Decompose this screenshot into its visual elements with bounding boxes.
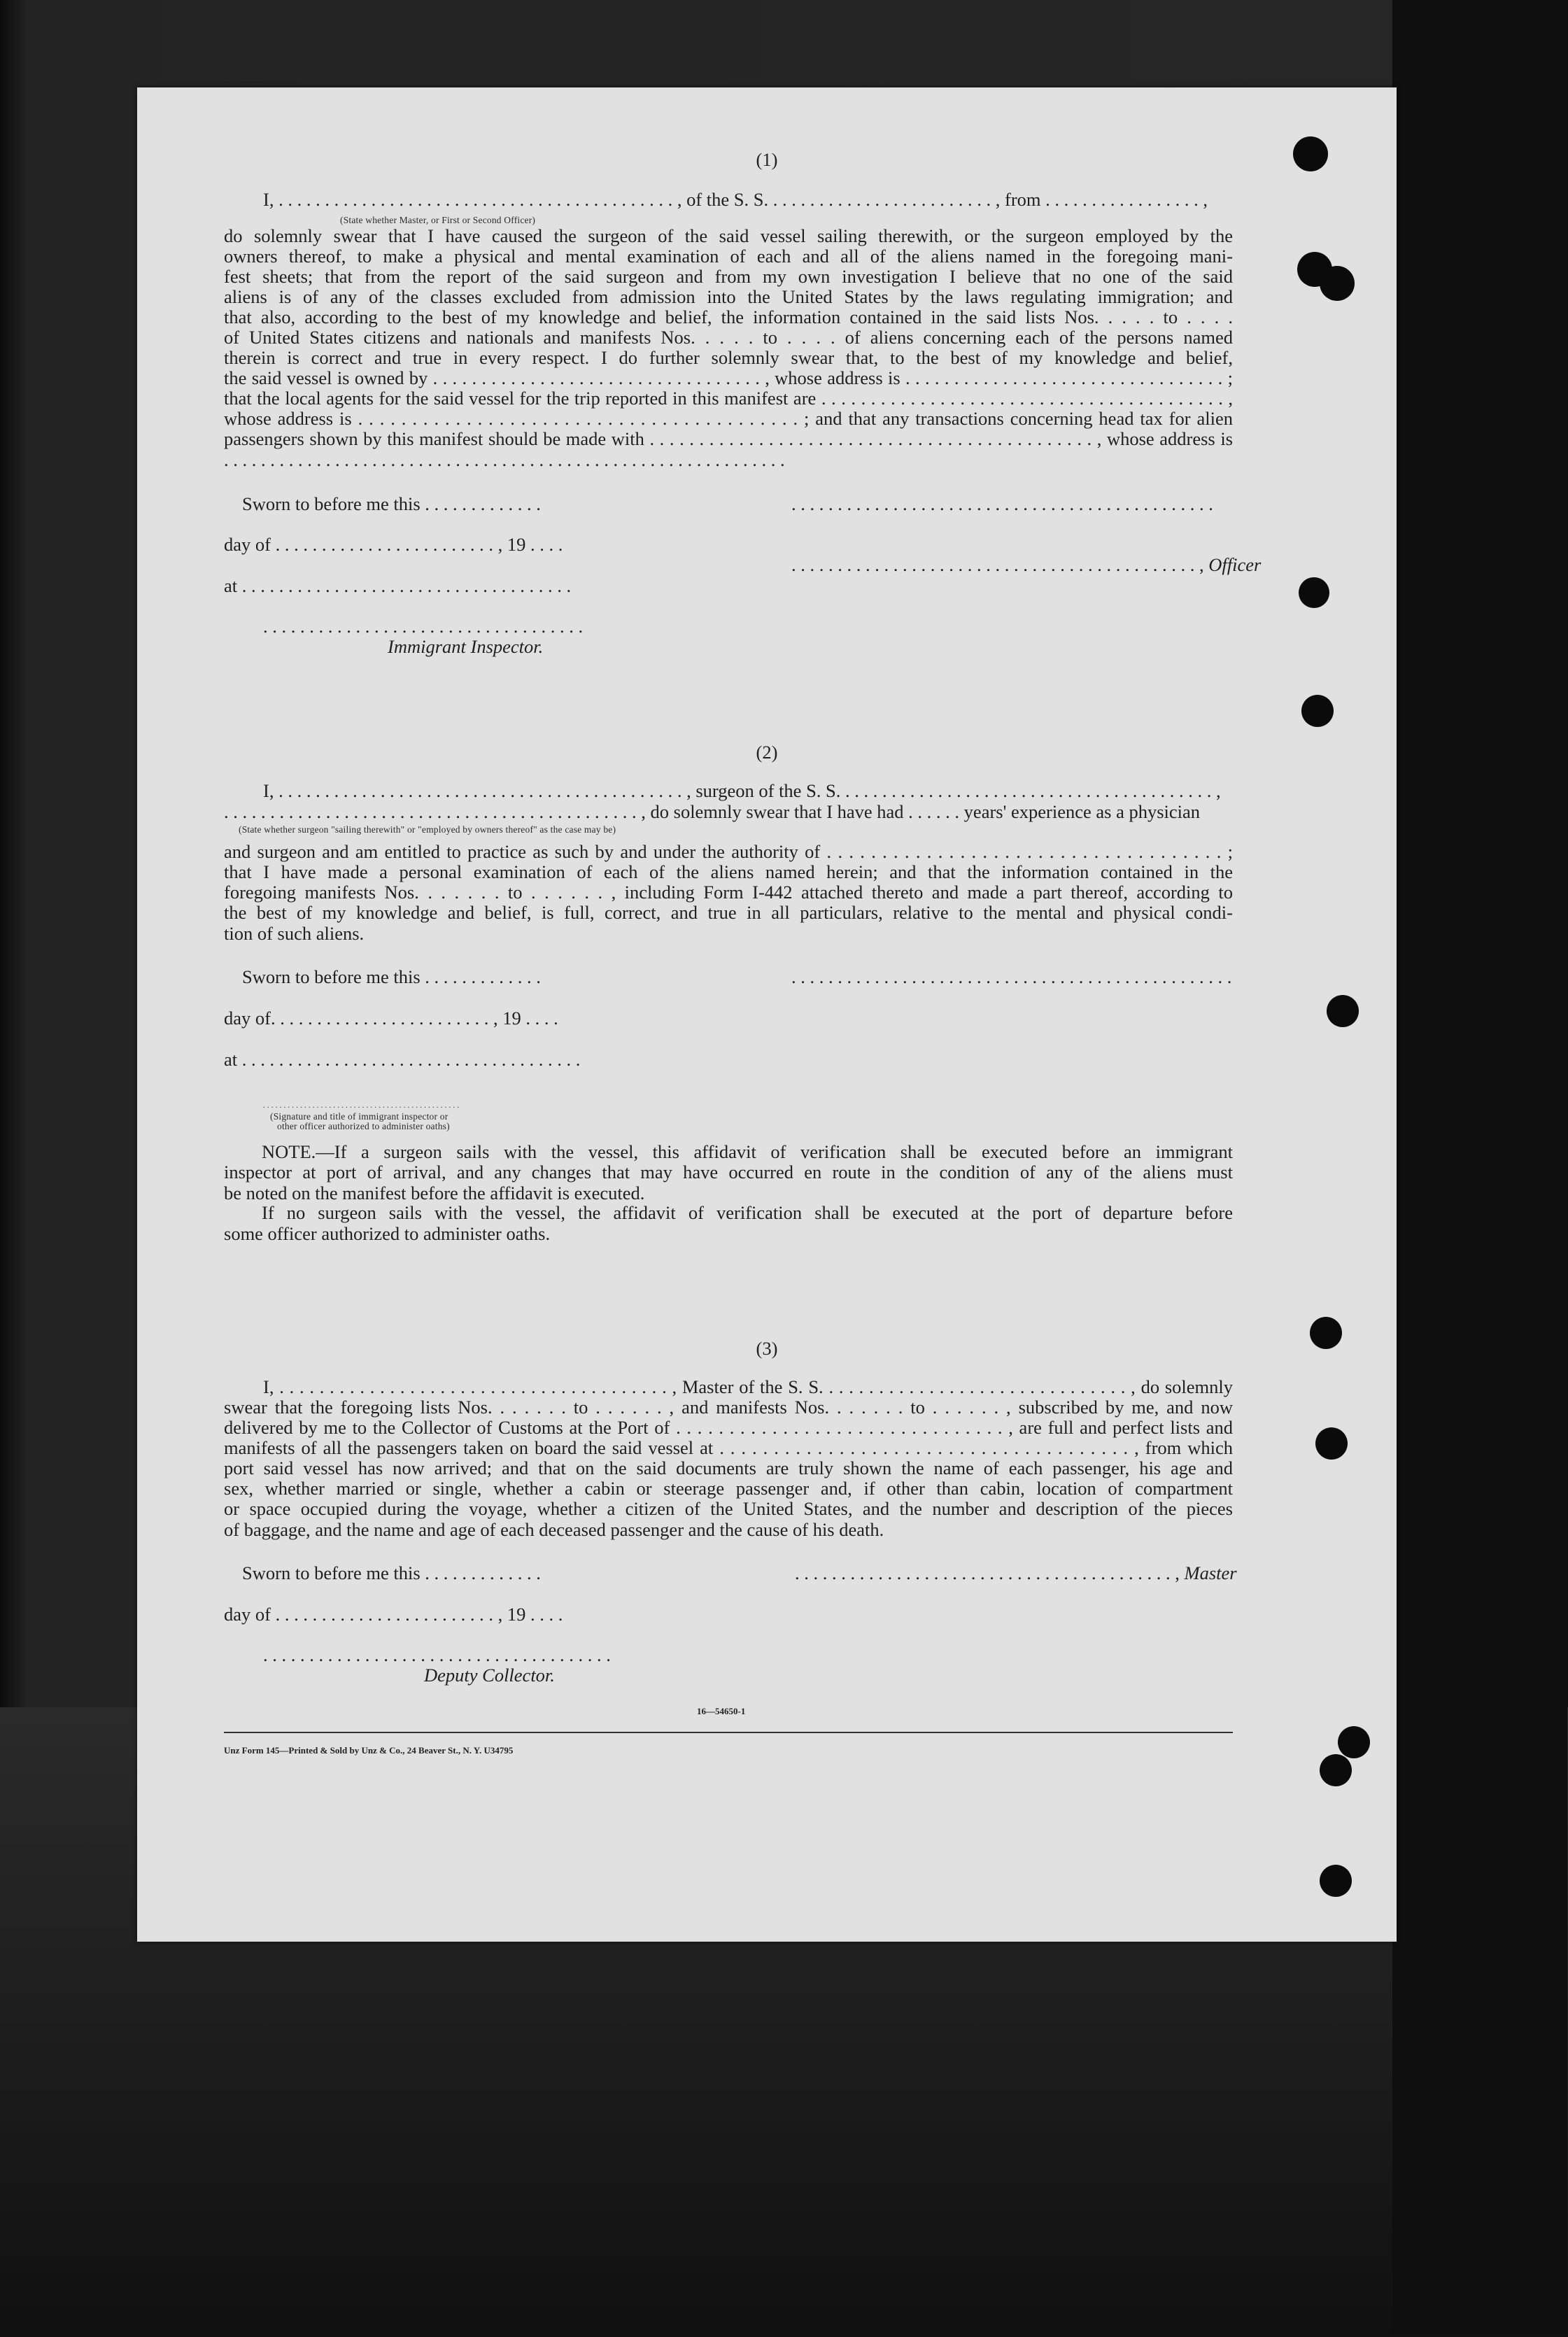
section-2-number: (2) [756,742,778,763]
section-1-number: (1) [756,149,778,170]
section-1-line: fest sheets; that from the report of the said surgeon and from my own investigation I believe that no one of the said [224,266,1233,287]
section-1-line: do solemnly swear that I have caused the surgeon of the said vessel sailing therewith, or the surgeon employed by the [224,225,1233,246]
section-1-opening-line: I, . . . . . . . . . . . . . . . . . . . . . . . . . . . . . . . . . . . . . . . . . . . , of the S. S. . . . . . . . . . . . . . . . . . . . . . . . . , from . . . . . . . . . . . . . . . . . , [263,189,1208,210]
section-1-at-line: at . . . . . . . . . . . . . . . . . . . . . . . . . . . . . . . . . . . . [224,575,572,596]
section-2-last-line: tion of such aliens. [224,923,365,944]
section-2-signature-dots: . . . . . . . . . . . . . . . . . . . . . . . . . . . . . . . . . . . . . . . . . . . . . . . . [791,966,1232,987]
section-2-signature-note-2: other officer authorized to administer oaths) [277,1121,450,1131]
footer-rule [224,1732,1233,1733]
section-3-deputy-collector-label: Deputy Collector. [424,1665,555,1686]
section-2-line: and surgeon and am entitled to practice as such by and under the authority of . . . . . . . . . . . . . . . . . . . . . . . . . . . . . . . . . . . . ; [224,841,1233,862]
officer-label: Officer [1208,554,1262,575]
section-1-officer-line [791,554,1261,575]
section-1-inspector-dots: . . . . . . . . . . . . . . . . . . . . . . . . . . . . . . . . . . . [263,616,584,637]
punch-hole [1320,266,1355,301]
section-1-line: that also, according to the best of my knowledge and belief, the information contained in the said lists Nos. . . . . to . . . . [224,306,1233,327]
section-1-sworn-line: Sworn to before me this . . . . . . . . . . . . . [242,493,541,514]
master-dots: . . . . . . . . . . . . . . . . . . . . . . . . . . . . . . . . . . . . . . . . . , [795,1562,1180,1583]
section-1-line: of United States citizens and nationals and manifests Nos. . . . . to . . . . of aliens concerning each of the persons named [224,327,1233,348]
section-1-line: the said vessel is owned by . . . . . . . . . . . . . . . . . . . . . . . . . . . . . . . . . . , whose address is . . . . . . . . . . . . . . . . . . . . . . . . . . . . . . . . . ; [224,367,1233,388]
section-2-day-line: day of. . . . . . . . . . . . . . . . . . . . . . . . , 19 . . . . [224,1008,558,1029]
punch-hole [1315,1427,1348,1460]
section-3-line: or space occupied during the voyage, whether a citizen of the United States, and the number and description of the pieces [224,1498,1233,1519]
section-1-line: whose address is . . . . . . . . . . . . . . . . . . . . . . . . . . . . . . . . . . . . . . . . . ; and that any transactions concerning head tax for alien [224,408,1233,429]
section-2-surgeon-note: (State whether surgeon "sailing therewith" or "employed by owners thereof" as the case may be) [239,824,616,835]
section-2-line: that I have made a personal examination of each of the aliens named herein; and that the information contained in the [224,861,1233,882]
section-2-line: foregoing manifests Nos. . . . . . . to . . . . . . , including Form I-442 attached thereto and made a part thereof, according to [224,882,1233,903]
section-1-line: passengers shown by this manifest should be made with . . . . . . . . . . . . . . . . . . . . . . . . . . . . . . . . . . . . . . . . . . . . . , whose address is [224,428,1233,449]
note-2-last-line: some officer authorized to administer oaths. [224,1223,551,1244]
section-1-officer-note: (State whether Master, or First or Second Officer) [340,215,536,225]
section-2-signature-line-dots: . . . . . . . . . . . . . . . . . . . . . . . . . . . . . . . . . . . . . . . . . . . . . . . . [263,1101,460,1110]
punch-hole [1320,1865,1352,1897]
form-number: 16—54650-1 [697,1706,746,1716]
film-right-strip [1392,0,1567,2335]
section-1-signature-dots: . . . . . . . . . . . . . . . . . . . . . . . . . . . . . . . . . . . . . . . . . . . . . . [791,493,1213,514]
section-3-master-line [795,1562,1237,1583]
master-label: Master [1184,1562,1237,1583]
note-2-line: If no surgeon sails with the vessel, the affidavit of verification shall be executed at the port of departure before [262,1202,1233,1223]
officer-dots: . . . . . . . . . . . . . . . . . . . . . . . . . . . . . . . . . . . . . . . . . . . . , [791,554,1204,575]
section-1-day-line: day of . . . . . . . . . . . . . . . . . . . . . . . . , 19 . . . . [224,534,563,555]
section-3-line: swear that the foregoing lists Nos. . . . . . . to . . . . . . , and manifests Nos. . . . . . . to . . . . . . , subscribed by me, and now [224,1397,1233,1418]
section-3-line: delivered by me to the Collector of Customs at the Port of . . . . . . . . . . . . . . . . . . . . . . . . . . . . . . . , are full and perfect lists and [224,1417,1233,1438]
section-2-line: the best of my knowledge and belief, is full, correct, and true in all particulars, relative to the mental and physical condi- [224,902,1233,923]
section-3-sworn-line: Sworn to before me this . . . . . . . . . . . . . [242,1562,541,1583]
section-1-line: that the local agents for the said vessel for the trip reported in this manifest are . . . . . . . . . . . . . . . . . . . . . . . . . . . . . . . . . . . . . . . . . , [224,388,1233,409]
section-3-collector-dots: . . . . . . . . . . . . . . . . . . . . . . . . . . . . . . . . . . . . . . [263,1644,611,1665]
section-2-signature-note-1: (Signature and title of immigrant inspector or [270,1111,448,1122]
note-line: NOTE.—If a surgeon sails with the vessel, this affidavit of verification shall be executed before an immigrant [262,1141,1233,1162]
punch-hole [1301,695,1334,727]
section-2-second-line: . . . . . . . . . . . . . . . . . . . . . . . . . . . . . . . . . . . . . . . . . . . . . , do solemnly swear that I have had . . . . . . years' experience as a physician [224,801,1201,822]
section-1-inspector-label: Immigrant Inspector. [388,636,544,657]
section-3-line: manifests of all the passengers taken on board the said vessel at . . . . . . . . . . . . . . . . . . . . . . . . . . . . . . . . . . . . . . , from which [224,1437,1233,1458]
section-1-line: therein is correct and true in every respect. I do further solemnly swear that, to the best of my knowledge and belief, [224,347,1233,368]
section-3-last-line: of baggage, and the name and age of each deceased passenger and the cause of his death. [224,1519,884,1540]
note-last-line: be noted on the manifest before the affidavit is executed. [224,1182,645,1203]
section-2-opening-line: I, . . . . . . . . . . . . . . . . . . . . . . . . . . . . . . . . . . . . . . . . . . . . , surgeon of the S. S. . . . . . . . . . . . . . . . . . . . . . . . . . . . . . . . . . . . . . . . . , [263,780,1221,801]
section-2-sworn-line: Sworn to before me this . . . . . . . . . . . . . [242,966,541,987]
section-3-number: (3) [756,1338,778,1359]
note-line: inspector at port of arrival, and any changes that may have occurred en route in the condition of any of the aliens must [224,1162,1233,1182]
section-3-line: I, . . . . . . . . . . . . . . . . . . . . . . . . . . . . . . . . . . . . . . . , Master of the S. S. . . . . . . . . . . . . . . . . . . . . . . . . . . . . . . , do solemnly [263,1376,1233,1397]
section-1-line: owners thereof, to make a physical and mental examination of each and all of the aliens named in the foregoing mani- [224,246,1233,267]
section-1-line: aliens is of any of the classes excluded from admission into the United States by the laws regulating immigration; and [224,286,1233,307]
section-3-line: sex, whether married or single, whether a cabin or steerage passenger and, if other than cabin, location of compartment [224,1478,1233,1499]
form-sheet [137,87,1397,1942]
section-3-day-line: day of . . . . . . . . . . . . . . . . . . . . . . . . , 19 . . . . [224,1604,563,1625]
section-3-line: port said vessel has now arrived; and that on the said documents are truly shown the name of each passenger, his age and [224,1457,1233,1478]
section-1-address-dots: . . . . . . . . . . . . . . . . . . . . . . . . . . . . . . . . . . . . . . . . . . . . . . . . . . . . . . . . . . . . . [224,449,785,470]
section-2-at-line: at . . . . . . . . . . . . . . . . . . . . . . . . . . . . . . . . . . . . . [224,1049,581,1070]
printer-footer: Unz Form 145—Printed & Sold by Unz & Co., 24 Beaver St., N. Y. U34795 [224,1745,514,1756]
